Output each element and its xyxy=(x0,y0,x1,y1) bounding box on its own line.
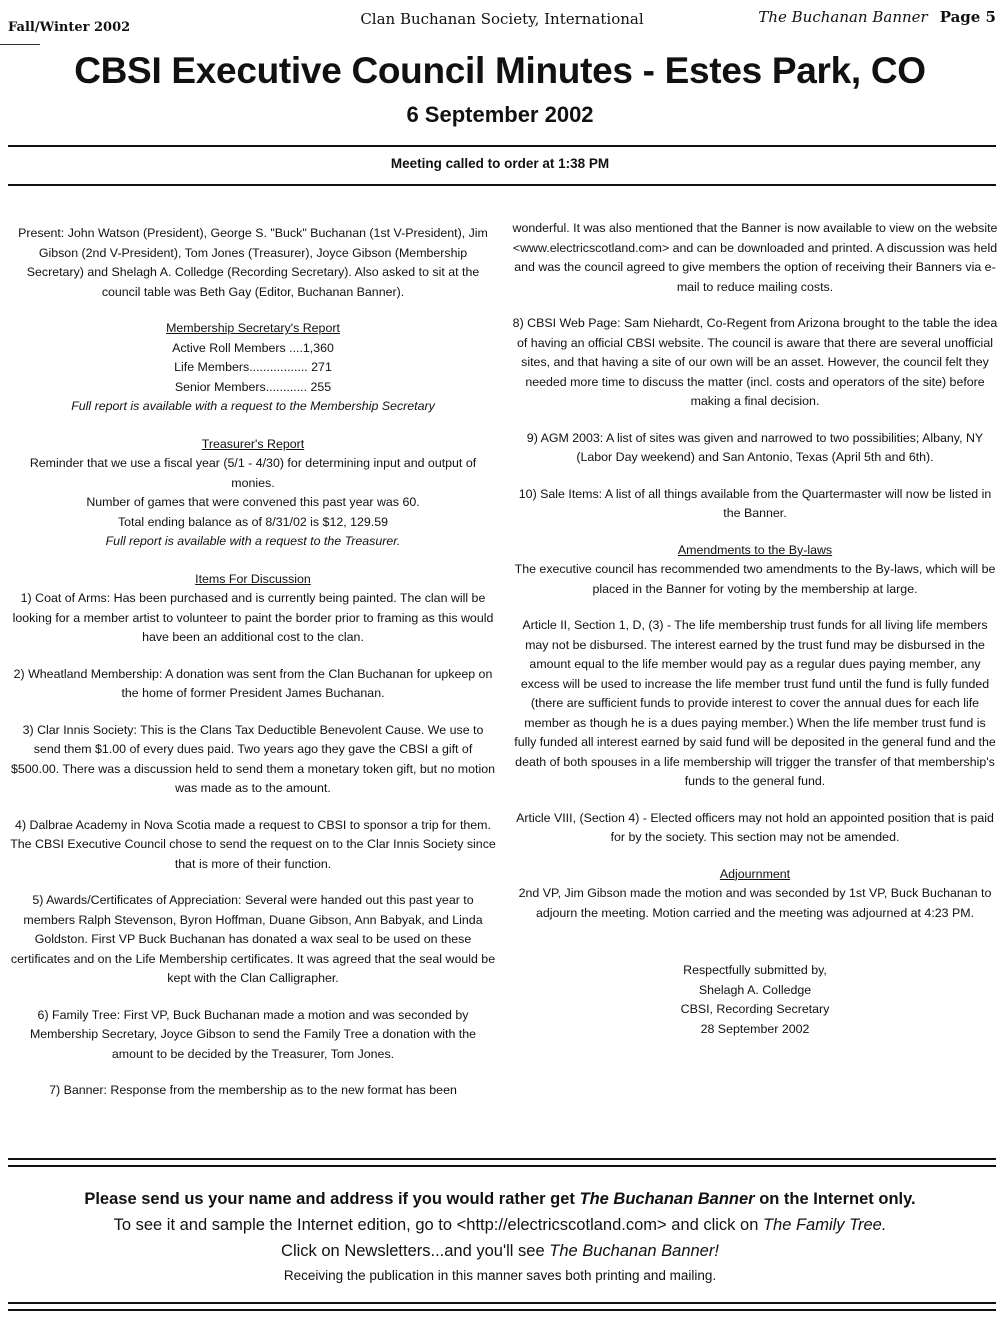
treasurer-heading: Treasurer's Report xyxy=(201,436,305,451)
page-title: CBSI Executive Council Minutes - Estes Park, CO xyxy=(74,50,926,91)
senior-members: Senior Members............ 255 xyxy=(174,379,332,394)
divider xyxy=(8,1165,996,1167)
ending-balance: Total ending balance as of 8/31/02 is $12, 129.59 xyxy=(117,514,389,529)
divider xyxy=(8,1309,996,1311)
membership-heading: Membership Secretary's Report xyxy=(166,321,340,335)
amendments-heading: Amendments to the By-laws xyxy=(677,542,833,557)
attendance: Present: John Watson (President), George S. "Buck" Buchanan (1st V-President), Jim Gibson (2nd V-President), Tom Jones (Treasurer), Joyce Gibson (Membership Secretary) and Shelagh A. Colledge (Recording Secretary). Also asked to sit at the council table was Beth Gay (Editor, Buchanan Banner). xyxy=(18,226,488,299)
discussion-item: 8) CBSI Web Page: Sam Niehardt, Co-Regent from Arizona brought to the table the idea of having an official CBSI website. The council is aware that there are several unofficial sites, and that having a site of our own will be an asset. However, the council felt they needed more time to discuss the matter (incl. costs and operators of the site) before making a final decision. xyxy=(512,316,998,408)
discussion-item: 5) Awards/Certificates of Appreciation: Several were handed out this past year to members Ralph Stevenson, Byron Hoffman, Duane Gibson, Ann Babyak, and Linda Goldston. First VP Buck Buchanan has donated a wax seal to be used on these certificates and on the Life Membership certificates. It was agreed that the seal would be kept with the Clan Calligrapher. xyxy=(10,893,496,985)
banner-item-continued: wonderful. It was also mentioned that the Banner is now available to view on the website <www.electricscotland.com> and can be downloaded and printed. A discussion was held and was the council agreed to give members the option of receiving their Banners via e-mail to reduce mailing costs. xyxy=(512,221,998,294)
footer-line-1 xyxy=(0,1186,1000,1212)
footer-publication: The Buchanan Banner! xyxy=(549,1242,719,1260)
fiscal-reminder: Reminder that we use a fiscal year (5/1 - 4/30) for determining input and output of monies. xyxy=(29,456,477,490)
amendment-article-8: Article VIII, (Section 4) - Elected officers may not hold an appointed position that is paid for by the society. This section may not be amended. xyxy=(516,810,994,844)
signature-date: 28 September 2002 xyxy=(700,1021,810,1036)
footer-line-4: Receiving the publication in this manner saves both printing and mailing. xyxy=(283,1268,717,1283)
discussion-item: 10) Sale Items: A list of all things available from the Quartermaster will now be listed in the Banner. xyxy=(518,486,992,520)
membership-report xyxy=(10,319,496,417)
discussion-item: 7) Banner: Response from the membership as to the new format has been xyxy=(49,1083,457,1097)
publication-name: The Buchanan Banner xyxy=(758,8,928,26)
footer-family-tree: The Family Tree. xyxy=(762,1216,887,1234)
meeting-date: 6 September 2002 xyxy=(406,102,594,127)
issue-season: Fall/Winter 2002 xyxy=(8,20,131,35)
footer-publication: The Buchanan Banner xyxy=(579,1190,755,1208)
page-header xyxy=(8,6,996,36)
right-column xyxy=(512,219,998,1039)
footer-text: Click on Newsletters...and you'll see xyxy=(281,1242,550,1260)
called-to-order: Meeting called to order at 1:38 PM xyxy=(390,156,610,171)
footer-line-2 xyxy=(0,1212,1000,1238)
discussion-item: 3) Clar Innis Society: This is the Clans Tax Deductible Benevolent Cause. We use to send them $1.00 of every dues paid. Two years ago they gave the CBSI a gift of $500.00. There was a discussion held to send them a monetary token gift, but no motion was made as to the amount. xyxy=(11,722,495,795)
footer-text: To see it and sample the Internet edition, go to <http://electricscotland.com> and click on xyxy=(113,1216,763,1234)
treasurer-note: Full report is available with a request to the Treasurer. xyxy=(105,534,401,548)
signature-line: Respectfully submitted by, xyxy=(683,963,827,977)
page-number: Page 5 xyxy=(939,8,996,26)
active-members: Active Roll Members ....1,360 xyxy=(172,340,334,355)
left-column xyxy=(10,224,496,1118)
footer-line-3 xyxy=(0,1238,1000,1264)
discussion-item: 9) AGM 2003: A list of sites was given and narrowed to two possibilities; Albany, NY (Labor Day weekend) and San Antonio, Texas (April 5th and 6th). xyxy=(526,430,984,464)
adjournment-heading: Adjournment xyxy=(719,866,791,881)
discussion-heading: Items For Discussion xyxy=(195,571,311,586)
publication-page xyxy=(758,8,996,26)
adjournment-text: 2nd VP, Jim Gibson made the motion and was seconded by 1st VP, Buck Buchanan to adjourn the meeting. Motion carried and the meeting was adjourned at 4:23 PM. xyxy=(518,886,992,920)
divider xyxy=(8,1302,996,1304)
discussion-item: 2) Wheatland Membership: A donation was sent from the Clan Buchanan for upkeep on the home of former President James Buchanan. xyxy=(13,666,493,700)
discussion-item: 4) Dalbrae Academy in Nova Scotia made a request to CBSI to sponsor a trip for them. The CBSI Executive Council chose to send the request on to the Clar Innis Society since that is more of their function. xyxy=(10,817,496,871)
treasurer-report xyxy=(10,435,496,552)
society-name: Clan Buchanan Society, International xyxy=(360,10,644,28)
discussion-item: 6) Family Tree: First VP, Buck Buchanan made a motion and was seconded by Membership Secretary, Joyce Gibson to send the Family Tree a donation with the amount to be decided by the Treasurer, Tom Jones. xyxy=(29,1007,477,1061)
membership-note: Full report is available with a request to the Membership Secretary xyxy=(71,399,435,413)
signature-title: CBSI, Recording Secretary xyxy=(680,1002,830,1016)
divider xyxy=(8,1158,996,1160)
footer-notice xyxy=(0,1186,1000,1288)
signature-name: Shelagh A. Colledge xyxy=(698,982,812,997)
footer-text: Please send us your name and address if you would rather get xyxy=(84,1190,580,1208)
footer-text: on the Internet only. xyxy=(754,1190,916,1208)
discussion-item: 1) Coat of Arms: Has been purchased and is currently being painted. The clan will be looking for a member artist to volunteer to paint the border prior to framing as this would have been an additional cost to the clan. xyxy=(12,591,494,644)
amendment-article-2: Article II, Section 1, D, (3) - The life membership trust funds for all living life members may not be disbursed. The interest earned by the trust fund may be disbursed in the amount equal to the life member would pay as a regular dues paying member, any excess will be used to increase the life member trust fund until the fund is fully funded (there are sufficient funds to provide interest to cover the annual dues for each life member as though he is a dues paying member.) When the life member trust fund is fully funded all interest earned by said fund will be deposited in the general fund and the death of both spouses in a life membership will trigger the transfer of that membership's funds to the general fund. xyxy=(514,618,996,788)
amendments-intro: The executive council has recommended two amendments to the By-laws, which will be placed in the Banner for voting by the membership at large. xyxy=(514,562,996,596)
signature-block xyxy=(512,961,998,1039)
divider xyxy=(8,184,996,186)
games-count: Number of games that were convened this past year was 60. xyxy=(86,495,420,509)
life-members: Life Members................. 271 xyxy=(174,360,332,374)
divider xyxy=(8,145,996,147)
top-divider xyxy=(0,44,40,45)
